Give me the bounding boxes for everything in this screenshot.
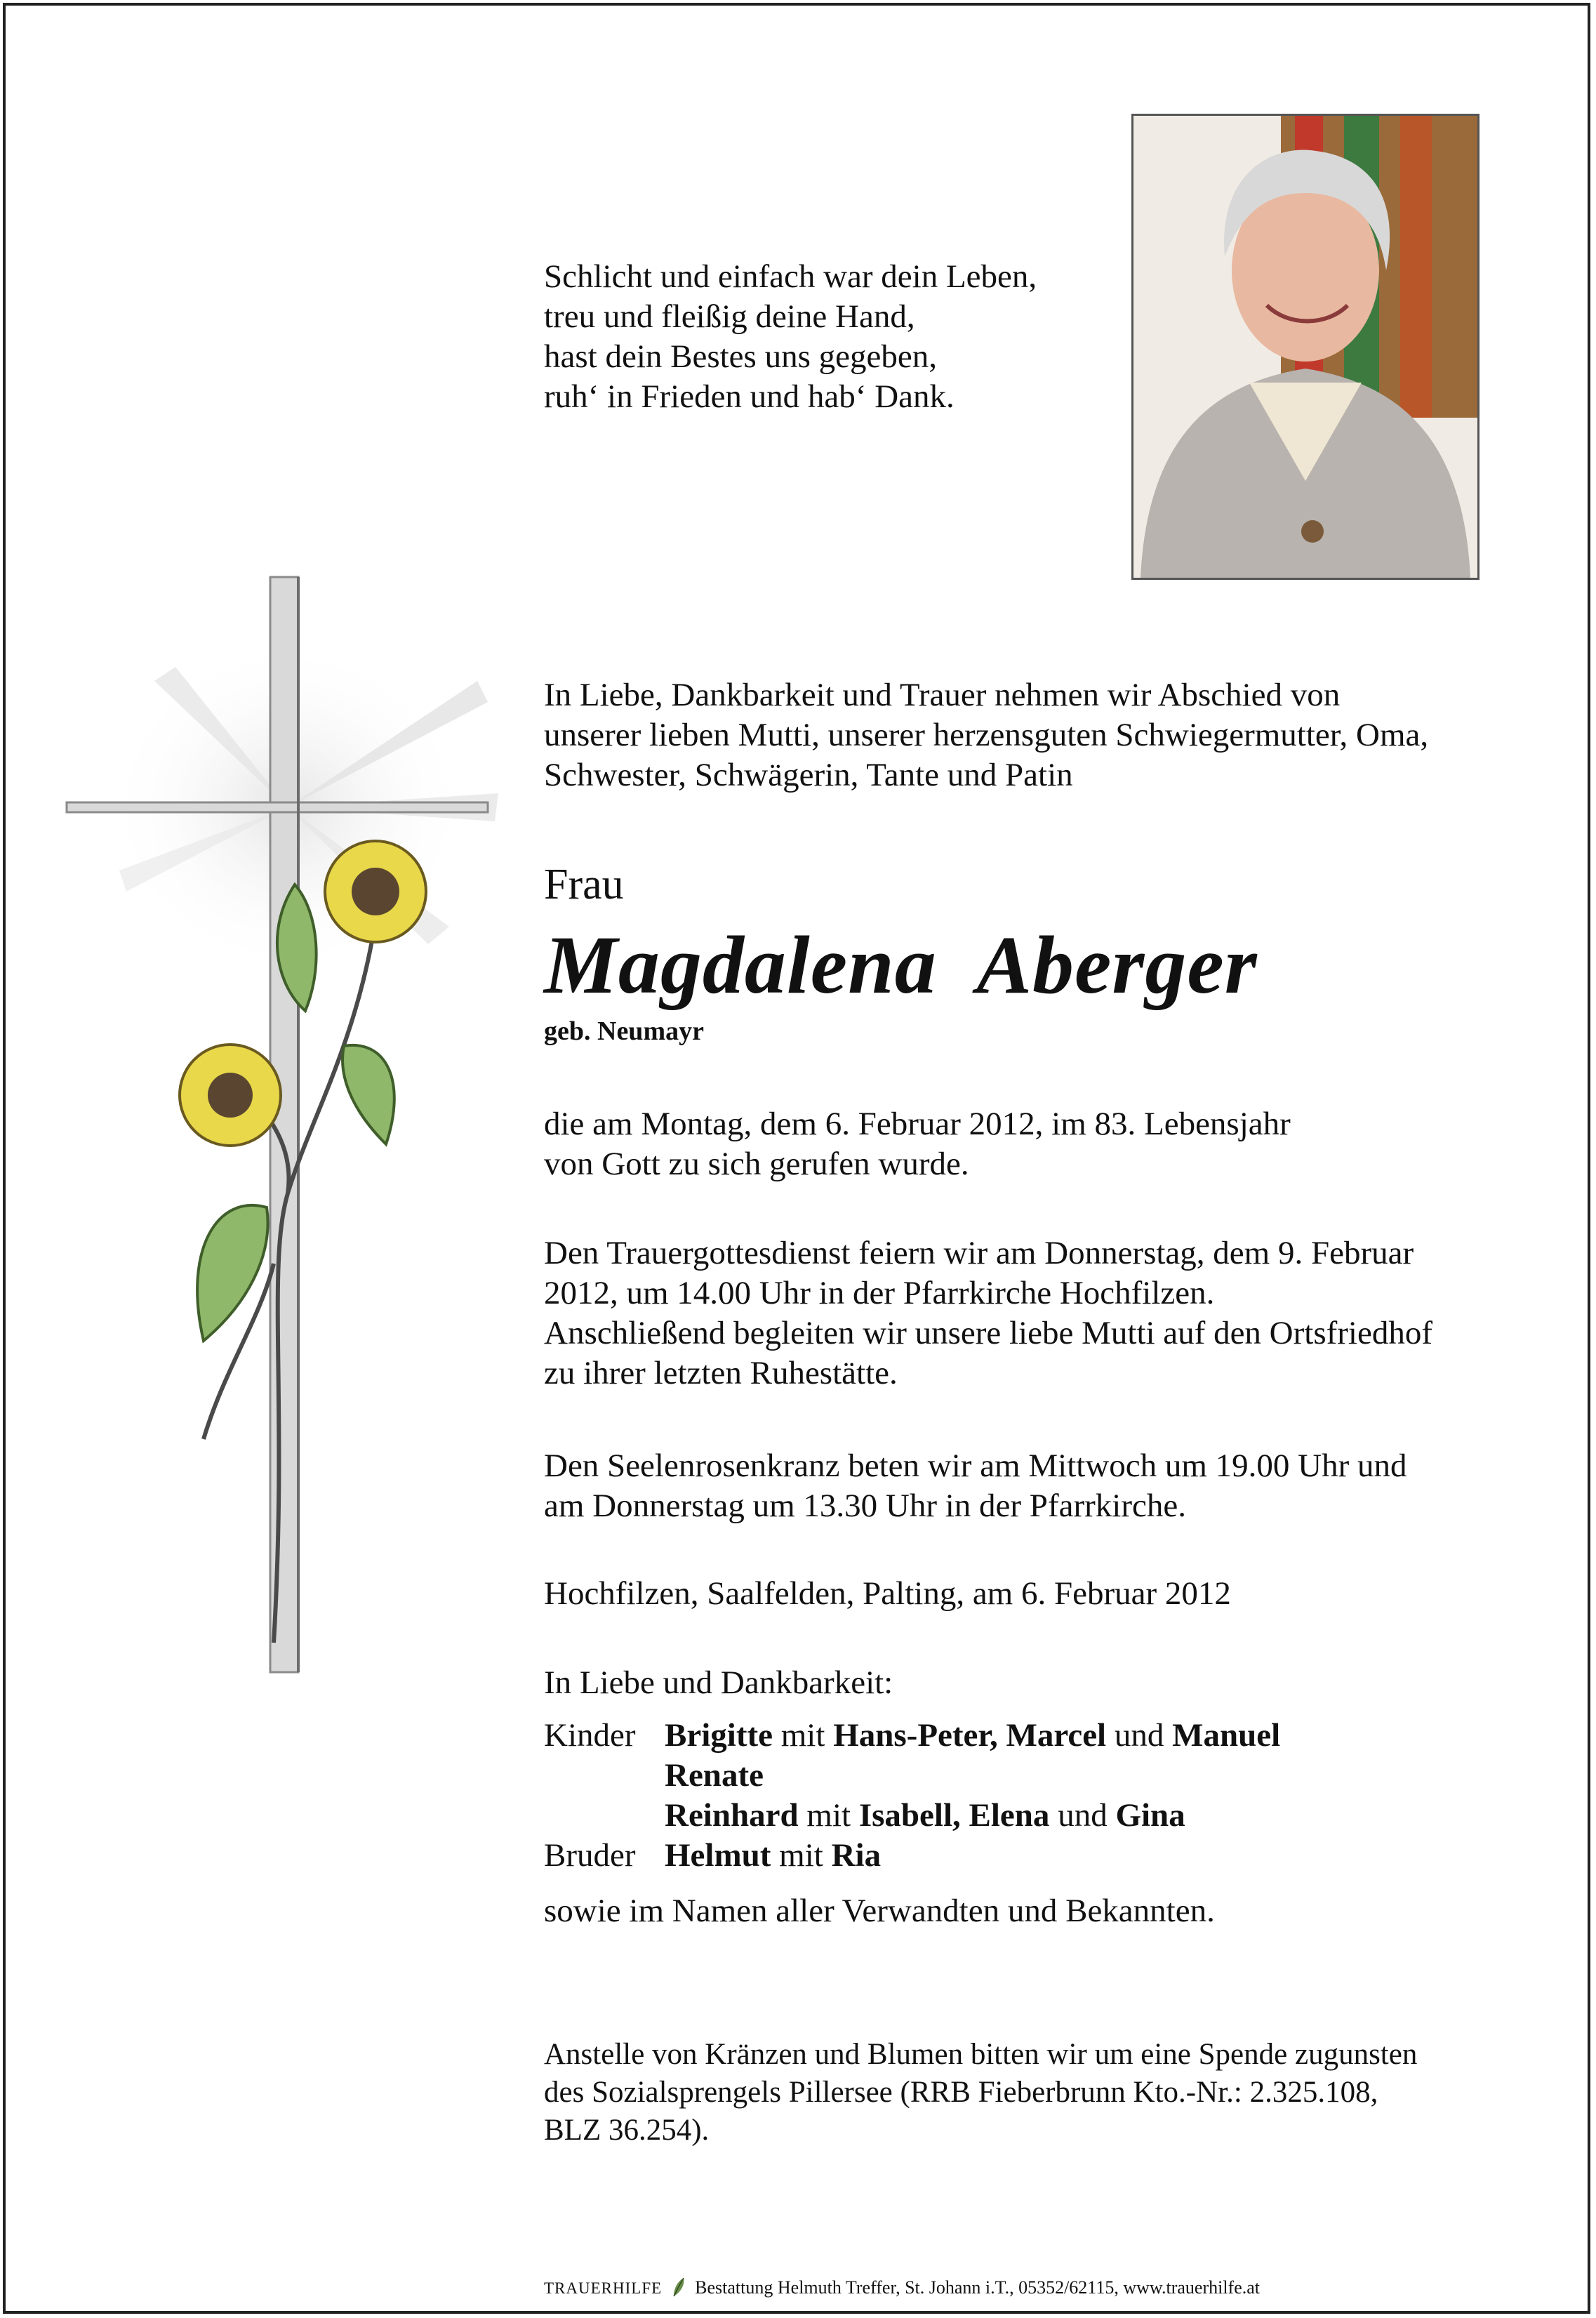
connector-word: und <box>1049 1797 1116 1834</box>
cross-with-sunflowers-illustration <box>56 562 533 1699</box>
donation-request <box>544 2036 1417 2150</box>
portrait-image <box>1133 116 1477 578</box>
connector-word: und <box>1106 1717 1173 1754</box>
intro-line: In Liebe, Dankbarkeit und Trauer nehmen wir Abschied von <box>544 677 1341 713</box>
service-line: Anschließend begleiten wir unsere liebe Mutti auf den Ortsfriedhof <box>544 1315 1432 1351</box>
also-on-behalf: sowie im Namen aller Verwandten und Bekannten. <box>544 1893 1215 1929</box>
family-list <box>544 1716 1280 1876</box>
salutation: Frau <box>544 861 624 908</box>
family-name: Brigitte <box>665 1717 773 1754</box>
connector-word: mit <box>771 1837 832 1874</box>
service-line: 2012, um 14.00 Uhr in der Pfarrkirche Hochfilzen. <box>544 1275 1215 1311</box>
portrait-photo <box>1131 114 1479 580</box>
relation-spacer <box>544 1756 665 1796</box>
family-name: Isabell, Elena <box>858 1797 1050 1834</box>
intro-line: unserer lieben Mutti, unserer herzensguten Schwiegermutter, Oma, <box>544 717 1429 753</box>
poem-line: Schlicht und einfach war dein Leben, <box>544 258 1037 295</box>
footer-brand: TRAUERHILFE <box>544 2279 663 2297</box>
leaf-2 <box>343 1045 394 1144</box>
deceased-name: Magdalena Aberger <box>544 919 1258 1011</box>
farewell-intro <box>544 675 1428 795</box>
family-row-kinder-2 <box>544 1756 1280 1796</box>
relation-label: Bruder <box>544 1837 636 1874</box>
leaf-icon <box>670 2277 688 2298</box>
closing-phrase: In Liebe und Dankbarkeit: <box>544 1664 893 1701</box>
poem-line: ruh‘ in Frieden und hab‘ Dank. <box>544 378 955 415</box>
maiden-name: geb. Neumayr <box>544 1016 704 1046</box>
family-name: Renate <box>665 1757 764 1794</box>
family-name: Helmut <box>665 1837 771 1874</box>
leaf-3 <box>197 1205 267 1341</box>
funeral-service <box>544 1233 1432 1393</box>
donation-line: des Sozialsprengels Pillersee (RRB Fieberbrunn Kto.-Nr.: 2.325.108, <box>544 2076 1378 2109</box>
place-and-date: Hochfilzen, Saalfelden, Palting, am 6. Februar 2012 <box>544 1575 1231 1612</box>
family-name: Hans-Peter, Marcel <box>833 1717 1107 1754</box>
death-line: die am Montag, dem 6. Februar 2012, im 83. Lebensjahr <box>544 1106 1291 1142</box>
footer <box>544 2277 1260 2299</box>
rosary-line: am Donnerstag um 13.30 Uhr in der Pfarrkirche. <box>544 1488 1186 1524</box>
connector-word: mit <box>773 1717 834 1754</box>
relation-spacer <box>544 1796 665 1836</box>
poem <box>544 257 1037 417</box>
family-row-bruder <box>544 1836 1280 1876</box>
family-name: Gina <box>1115 1797 1185 1834</box>
family-name: Manuel <box>1172 1717 1281 1754</box>
sunflower-top <box>325 841 426 942</box>
poem-line: hast dein Bestes uns gegeben, <box>544 338 937 375</box>
service-line: Den Trauergottesdienst feiern wir am Donnerstag, dem 9. Februar <box>544 1235 1414 1271</box>
death-notice <box>544 1104 1291 1184</box>
donation-line: Anstelle von Kränzen und Blumen bitten wir um eine Spende zugunsten <box>544 2038 1418 2071</box>
service-line: zu ihrer letzten Ruhestätte. <box>544 1355 898 1391</box>
death-line: von Gott zu sich gerufen wurde. <box>544 1146 969 1182</box>
family-name: Reinhard <box>665 1797 799 1834</box>
rosary-line: Den Seelenrosenkranz beten wir am Mittwoch um 19.00 Uhr und <box>544 1448 1407 1484</box>
footer-text: Bestattung Helmuth Treffer, St. Johann i.T., 05352/62115, www.trauerhilfe.at <box>695 2277 1261 2298</box>
connector-word: mit <box>798 1797 859 1834</box>
donation-line: BLZ 36.254). <box>544 2114 710 2147</box>
family-row-kinder-3 <box>544 1796 1280 1836</box>
poem-line: treu und fleißig deine Hand, <box>544 298 915 335</box>
family-name: Ria <box>831 1837 882 1874</box>
rosary-notice <box>544 1446 1407 1526</box>
intro-line: Schwester, Schwägerin, Tante und Patin <box>544 757 1073 793</box>
sunflower-bottom <box>180 1045 281 1146</box>
relation-label: Kinder <box>544 1717 636 1754</box>
family-row-kinder-1 <box>544 1716 1280 1756</box>
